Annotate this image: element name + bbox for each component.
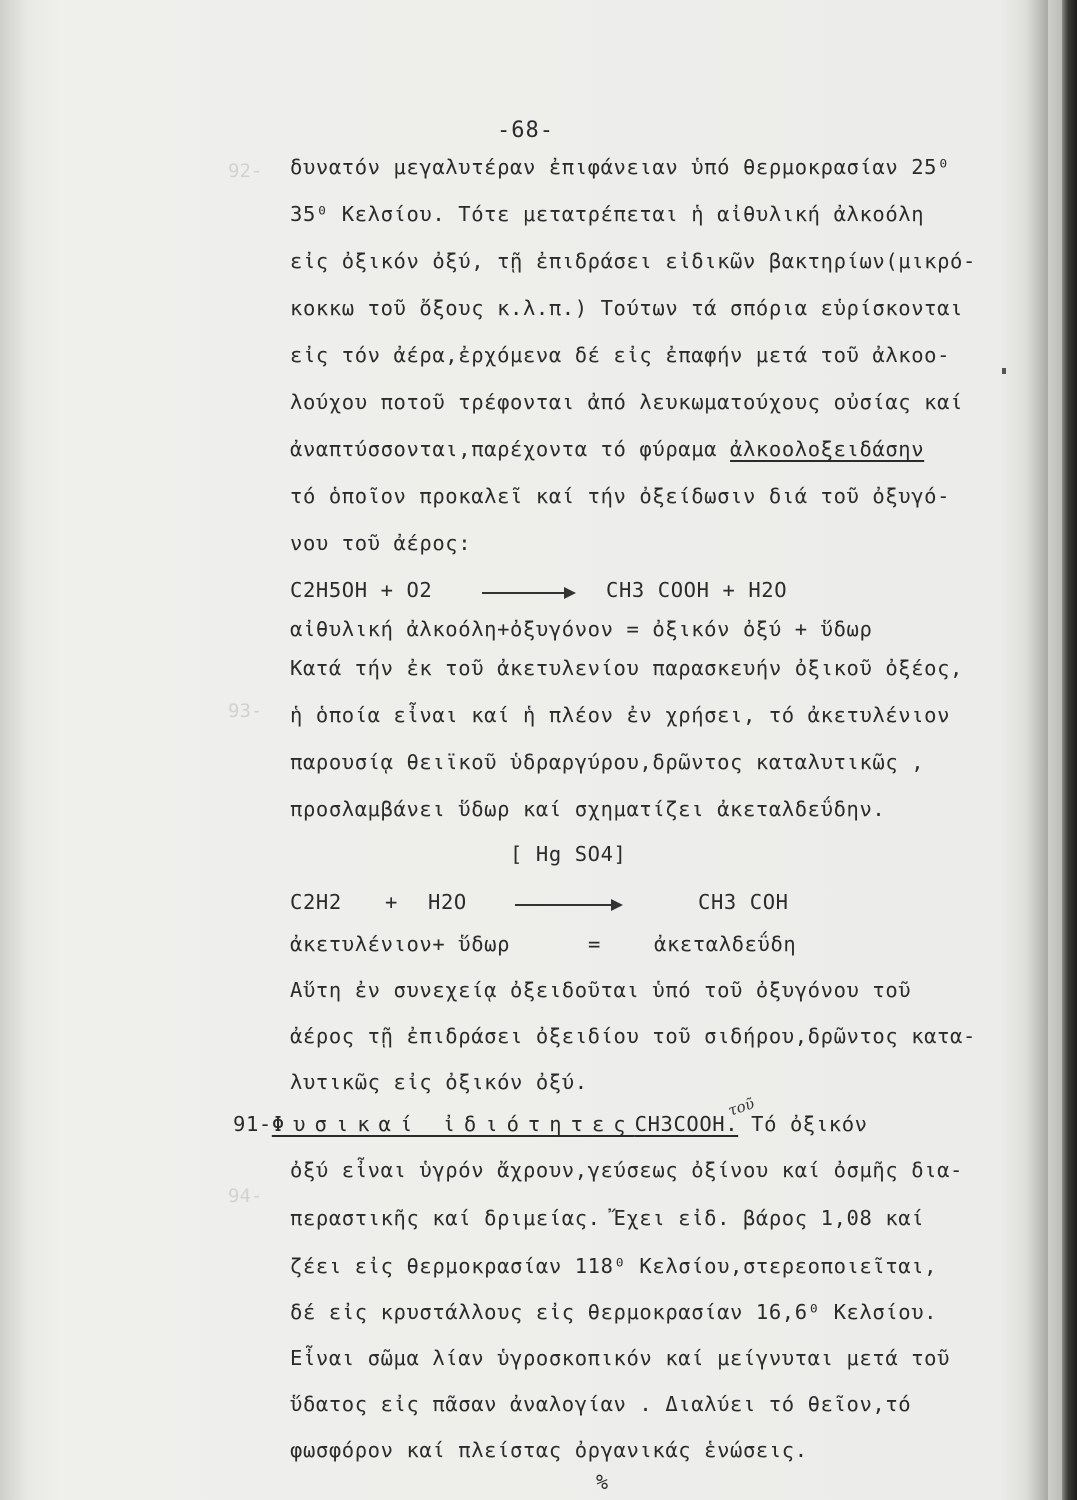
- section-heading: [233, 1112, 868, 1136]
- text-line: προσλαμβάνει ὕδωρ καί σχηματίζει ἀκεταλδεΰδην.: [290, 797, 886, 821]
- text-line: λυτικῶς εἰς ὀξικόν ὀξύ.: [290, 1070, 588, 1094]
- text-line: λούχου ποτοῦ τρέφονται ἀπό λευκωματούχους οὐσίας καί: [290, 390, 963, 414]
- text-line: ζέει εἰς θερμοκρασίαν 118⁰ Κελσίου,στερεοποιεῖται,: [290, 1254, 938, 1278]
- text-line: παρουσίᾳ θειϊκοῦ ὑδραργύρου,δρῶντος καταλυτικῶς ,: [290, 750, 925, 774]
- text-line: κοκκω τοῦ ὄξους κ.λ.π.) Τούτων τά σπόρια εὑρίσκονται: [290, 296, 963, 320]
- text-line: δυνατόν μεγαλυτέραν ἐπιφάνειαν ὑπό θερμοκρασίαν 25⁰: [290, 155, 951, 179]
- underlined-term: ἀλκοολοξειδάσην: [730, 437, 925, 461]
- binder-mark: [1002, 368, 1006, 374]
- section-title: Φυσικαί ἰδιότητες: [271, 1112, 635, 1136]
- text-line: Κατά τήν ἐκ τοῦ ἀκετυλενίου παρασκευήν ὀξικοῦ ὀξέος,: [290, 656, 963, 680]
- text-line: εἰς ὀξικόν ὀξύ, τῇ ἐπιδράσει εἰδικῶν βακτηρίων(μικρό-: [290, 249, 976, 273]
- text-line: δέ εἰς κρυστάλλους εἰς θερμοκρασίαν 16,6⁰ Κελσίου.: [290, 1300, 938, 1324]
- equation-lhs: C2H5OH + O2: [290, 578, 433, 602]
- bleed-through-text: 93-: [228, 700, 263, 722]
- text-line: Αὕτη ἐν συνεχείᾳ ὀξειδοῦται ὑπό τοῦ ὀξυγόνου τοῦ: [290, 978, 912, 1002]
- text-segment: Τό ὀξικόν: [738, 1112, 868, 1136]
- equation-plus: +: [385, 890, 398, 914]
- equation-lhs: C2H2: [290, 890, 342, 914]
- text-line: ὀξύ εἶναι ὑγρόν ἄχρουν,γεύσεως ὀξίνου καί ὀσμῆς δια-: [290, 1158, 963, 1182]
- text-line: φωσφόρον καί πλείστας ὀργανικάς ἑνώσεις.: [290, 1438, 808, 1462]
- text-segment: ἀναπτύσσονται,παρέχοντα τό φύραμα: [290, 437, 718, 461]
- equation-rhs: CH3 COOH + H2O: [606, 578, 788, 602]
- equation-names: ἀκετυλένιον+ ὕδωρ: [290, 932, 511, 956]
- section-number: 91-: [233, 1112, 272, 1136]
- text-line: τό ὁποῖον προκαλεῖ καί τήν ὀξείδωσιν διά τοῦ ὀξυγό-: [290, 484, 951, 508]
- page-edge: [1062, 0, 1077, 1500]
- equation-names: αἰθυλική ἀλκοόλη+ὀξυγόνον = ὀξικόν ὀξύ + ὕδωρ: [290, 617, 873, 641]
- text-line: ὕδατος εἰς πᾶσαν ἀναλογίαν . Διαλύει τό θεῖον,τό: [290, 1392, 912, 1416]
- equation-equals: =: [588, 932, 601, 956]
- equation-names: ἀκεταλδεΰδη: [654, 932, 797, 956]
- text-line: [290, 437, 924, 461]
- reaction-arrow: [482, 592, 574, 594]
- page-mark: %: [596, 1470, 609, 1494]
- section-formula: CH3COOH.: [634, 1112, 739, 1136]
- equation-lhs: H2O: [428, 890, 467, 914]
- text-line: ἡ ὁποία εἶναι καί ἡ πλέον ἐν χρήσει, τό ἀκετυλένιον: [290, 703, 951, 727]
- page-shadow: [1026, 0, 1048, 1500]
- text-line: 35⁰ Κελσίου. Τότε μετατρέπεται ἡ αἰθυλική ἀλκοόλη: [290, 202, 925, 226]
- equation-rhs: CH3 COH: [698, 890, 789, 914]
- text-line: περαστικῆς καί δριμείας. Ἔχει εἰδ. βάρος 1,08 καί: [290, 1206, 925, 1230]
- text-line: ἀέρος τῇ ἐπιδράσει ὀξειδίου τοῦ σιδήρου,δρῶντος κατα-: [290, 1024, 976, 1048]
- text-line: Εἶναι σῶμα λίαν ὑγροσκοπικόν καί μείγνυται μετά τοῦ: [290, 1346, 951, 1370]
- page-number: -68-: [497, 118, 554, 143]
- text-line: εἰς τόν ἀέρα,ἐρχόμενα δέ εἰς ἐπαφήν μετά τοῦ ἀλκοο-: [290, 343, 951, 367]
- reaction-arrow: [515, 904, 621, 906]
- bleed-through-text: 92-: [228, 160, 263, 182]
- handwritten-note: τοῦ: [725, 1094, 757, 1120]
- text-line: νου τοῦ ἀέρος:: [290, 531, 472, 555]
- catalyst-label: [ Hg SO4]: [510, 842, 627, 866]
- bleed-through-text: 94-: [228, 1185, 263, 1207]
